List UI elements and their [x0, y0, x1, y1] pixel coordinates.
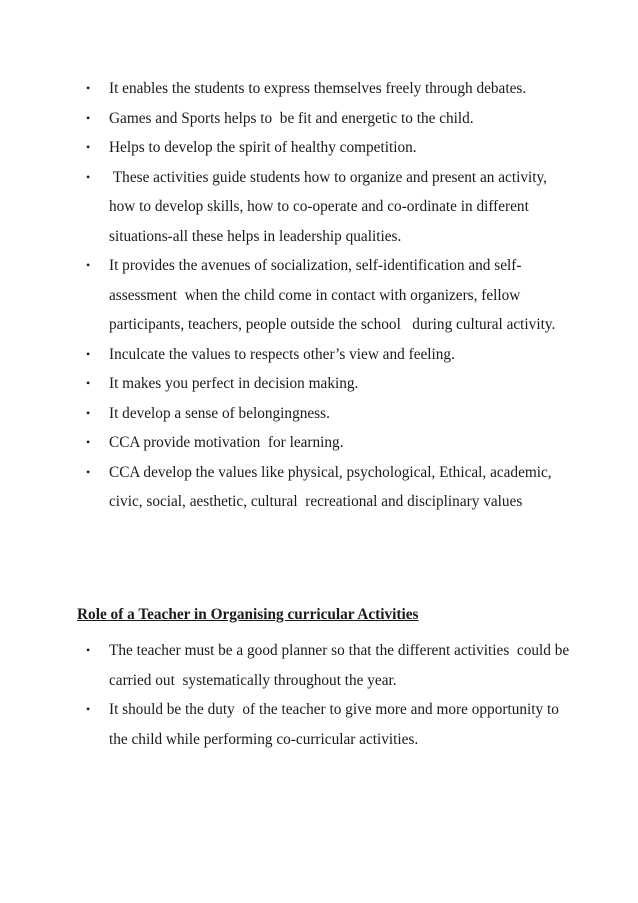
- bullet-icon: •: [86, 405, 91, 420]
- list-item: • It should be the duty of the teacher to give more and more opportunity to the child while performing co-curricular activities.: [0, 695, 638, 754]
- bullet-icon: •: [86, 464, 91, 479]
- list-item: • CCA develop the values like physical, psychological, Ethical, academic, civic, social, aesthetic, cultural recreational and disciplinary values: [0, 458, 638, 517]
- section-heading: Role of a Teacher in Organising curricular Activities: [77, 606, 419, 623]
- list-item: • Inculcate the values to respects other’s view and feeling.: [0, 340, 638, 370]
- list-item: • It enables the students to express themselves freely through debates.: [0, 74, 638, 104]
- bullet-icon: •: [86, 258, 91, 272]
- bullet-icon: •: [86, 169, 91, 184]
- list-item: • It provides the avenues of socialization, self-identification and self-assessment when the child come in contact with organizers, fellow participants, teachers, people outside the school during cultural activity.: [0, 251, 638, 340]
- list-item: • CCA provide motivation for learning.: [0, 428, 638, 458]
- benefits-list: [0, 74, 638, 517]
- bullet-icon: •: [86, 346, 91, 361]
- bullet-icon: •: [86, 643, 91, 657]
- teacher-role-list: [0, 636, 638, 754]
- list-item: • Helps to develop the spirit of healthy competition.: [0, 133, 638, 163]
- list-item: • Games and Sports helps to be fit and energetic to the child.: [0, 104, 638, 134]
- bullet-icon: •: [86, 435, 91, 449]
- bullet-icon: •: [86, 376, 91, 390]
- bullet-icon: •: [86, 702, 91, 716]
- list-item: • It makes you perfect in decision making.: [0, 369, 638, 399]
- bullet-icon: •: [86, 140, 91, 154]
- bullet-icon: •: [86, 110, 91, 125]
- list-item: • It develop a sense of belongingness.: [0, 399, 638, 429]
- bullet-icon: •: [86, 81, 91, 95]
- list-item: • The teacher must be a good planner so that the different activities could be carried out systematically throughout the year.: [0, 636, 638, 695]
- list-item: • These activities guide students how to organize and present an activity, how to develop skills, how to co-operate and co-ordinate in different situations-all these helps in leadership qualities.: [0, 163, 638, 252]
